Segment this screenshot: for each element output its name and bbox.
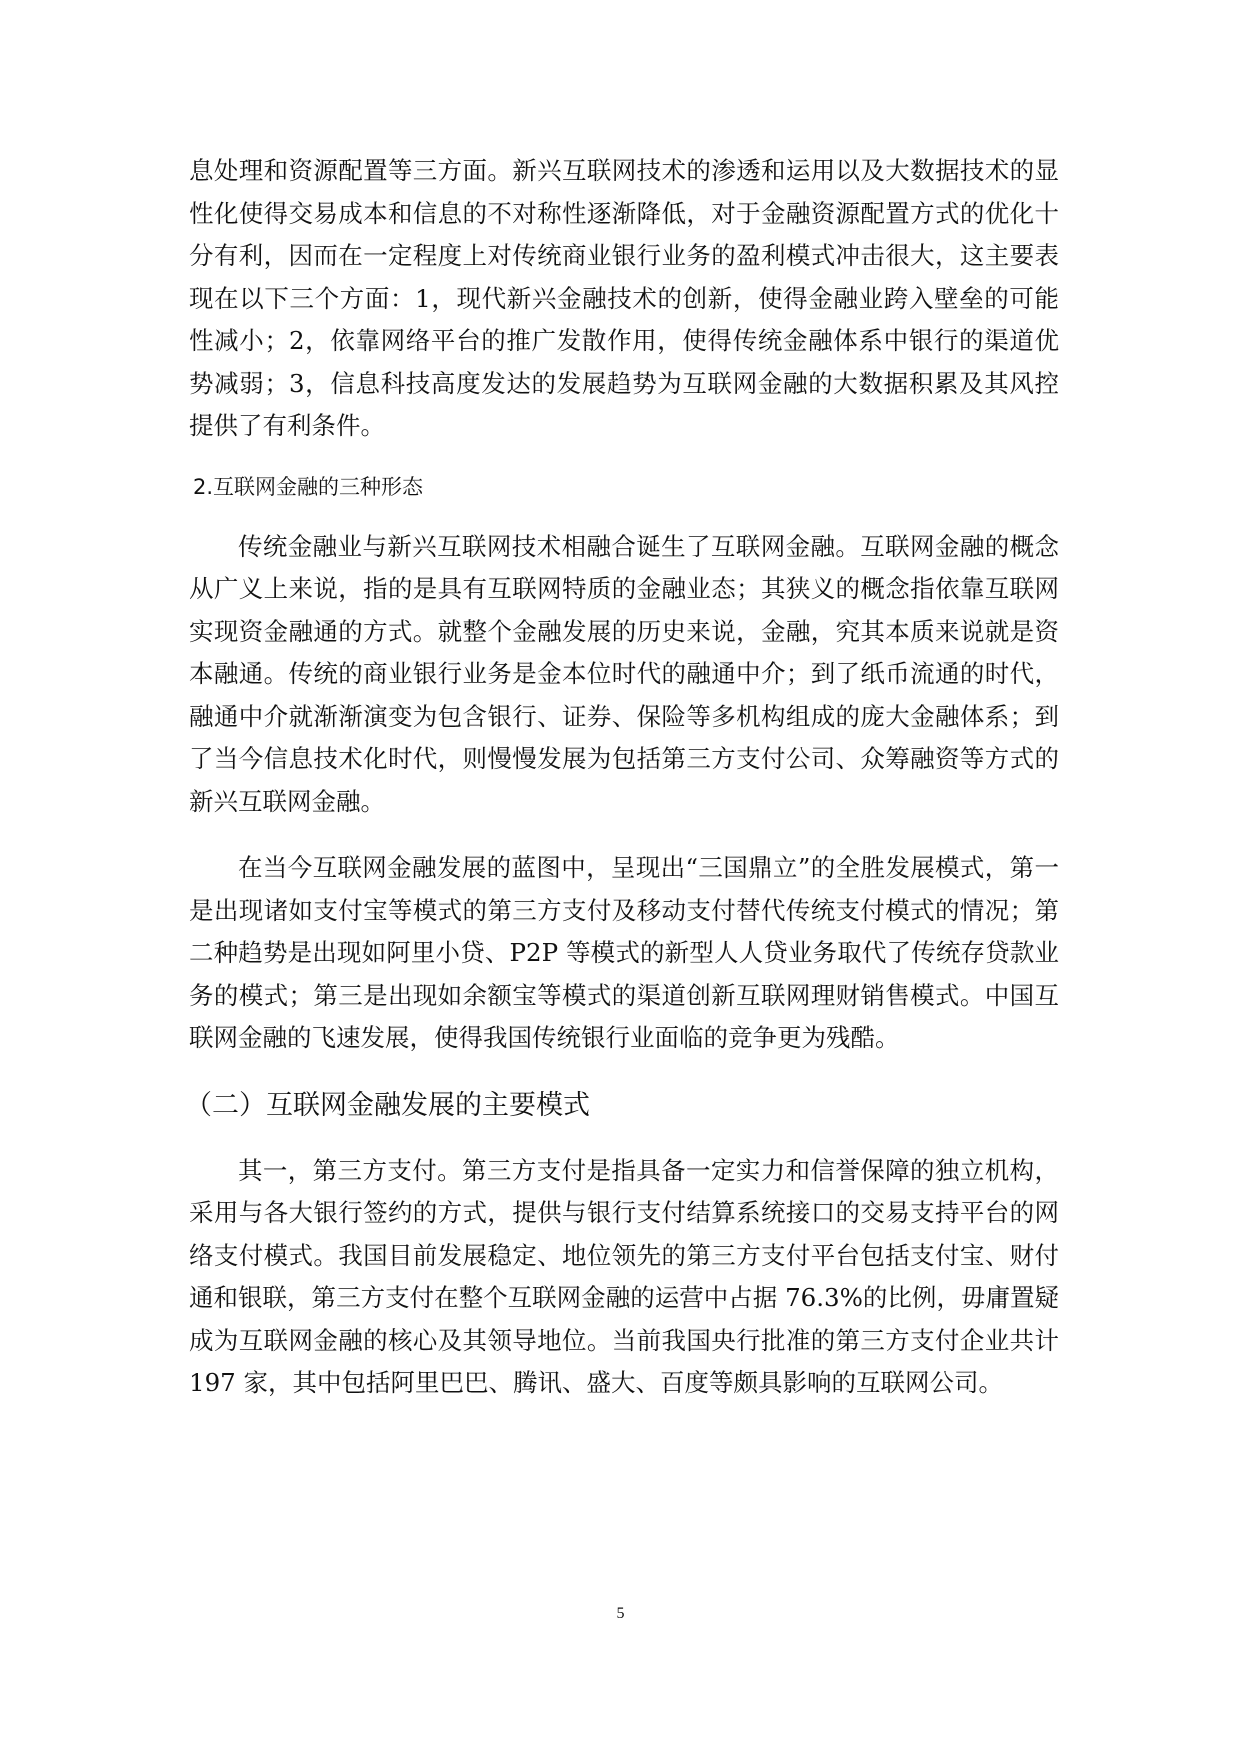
paragraph-third-party-payment: 其一，第三方支付。第三方支付是指具备一定实力和信誉保障的独立机构，采用与各大银行签约的方式，提供与银行支付结算系统接口的交易支持平台的网络支付模式。我国目前发展稳定、地位领先的第三方支付平台包括支付宝、财付通和银联，第三方支付在整个互联网金融的运营中占据 76.3%的比例，毋庸置疑成为互联网金融的核心及其领导地位。当前我国央行批准的第三方支付企业共计 197 家，其中包括阿里巴巴、腾讯、盛大、百度等颇具影响的互联网公司。: [189, 1155, 1059, 1397]
section-heading-main-modes: （二）互联网金融发展的主要模式: [185, 1089, 590, 1121]
paragraph-three-kingdoms: 在当今互联网金融发展的蓝图中，呈现出“三国鼎立”的全胜发展模式，第一是出现诸如支付宝等模式的第三方支付及移动支付替代传统支付模式的情况；第二种趋势是出现如阿里小贷、P2P 等模式的新型人人贷业务取代了传统存贷款业务的模式；第三是出现如余额宝等模式的渠道创新互联网理财销售模式。中国互联网金融的飞速发展，使得我国传统银行业面临的竞争更为残酷。: [189, 853, 1059, 1052]
page-number: 5: [616, 1605, 625, 1622]
subheading-three-forms: 2.互联网金融的三种形态: [193, 474, 424, 499]
page-content: [185, 150, 1059, 1405]
paragraph-concept: 传统金融业与新兴互联网技术相融合诞生了互联网金融。互联网金融的概念从广义上来说，指的是具有互联网特质的金融业态；其狭义的概念指依靠互联网实现资金融通的方式。就整个金融发展的历史来说，金融，究其本质来说就是资本融通。传统的商业银行业务是金本位时代的融通中介；到了纸币流通的时代，融通中介就渐渐演变为包含银行、证券、保险等多机构组成的庞大金融体系；到了当今信息技术化时代，则慢慢发展为包括第三方支付公司、众筹融资等方式的新兴互联网金融。: [189, 531, 1059, 816]
paragraph-continuation: 息处理和资源配置等三方面。新兴互联网技术的渗透和运用以及大数据技术的显性化使得交易成本和信息的不对称性逐渐降低，对于金融资源配置方式的优化十分有利，因而在一定程度上对传统商业银行业务的盈利模式冲击很大，这主要表现在以下三个方面：1，现代新兴金融技术的创新，使得金融业跨入壁垒的可能性减小；2，依靠网络平台的推广发散作用，使得传统金融体系中银行的渠道优势减弱；3，信息科技高度发达的发展趋势为互联网金融的大数据积累及其风控提供了有利条件。: [189, 156, 1059, 440]
